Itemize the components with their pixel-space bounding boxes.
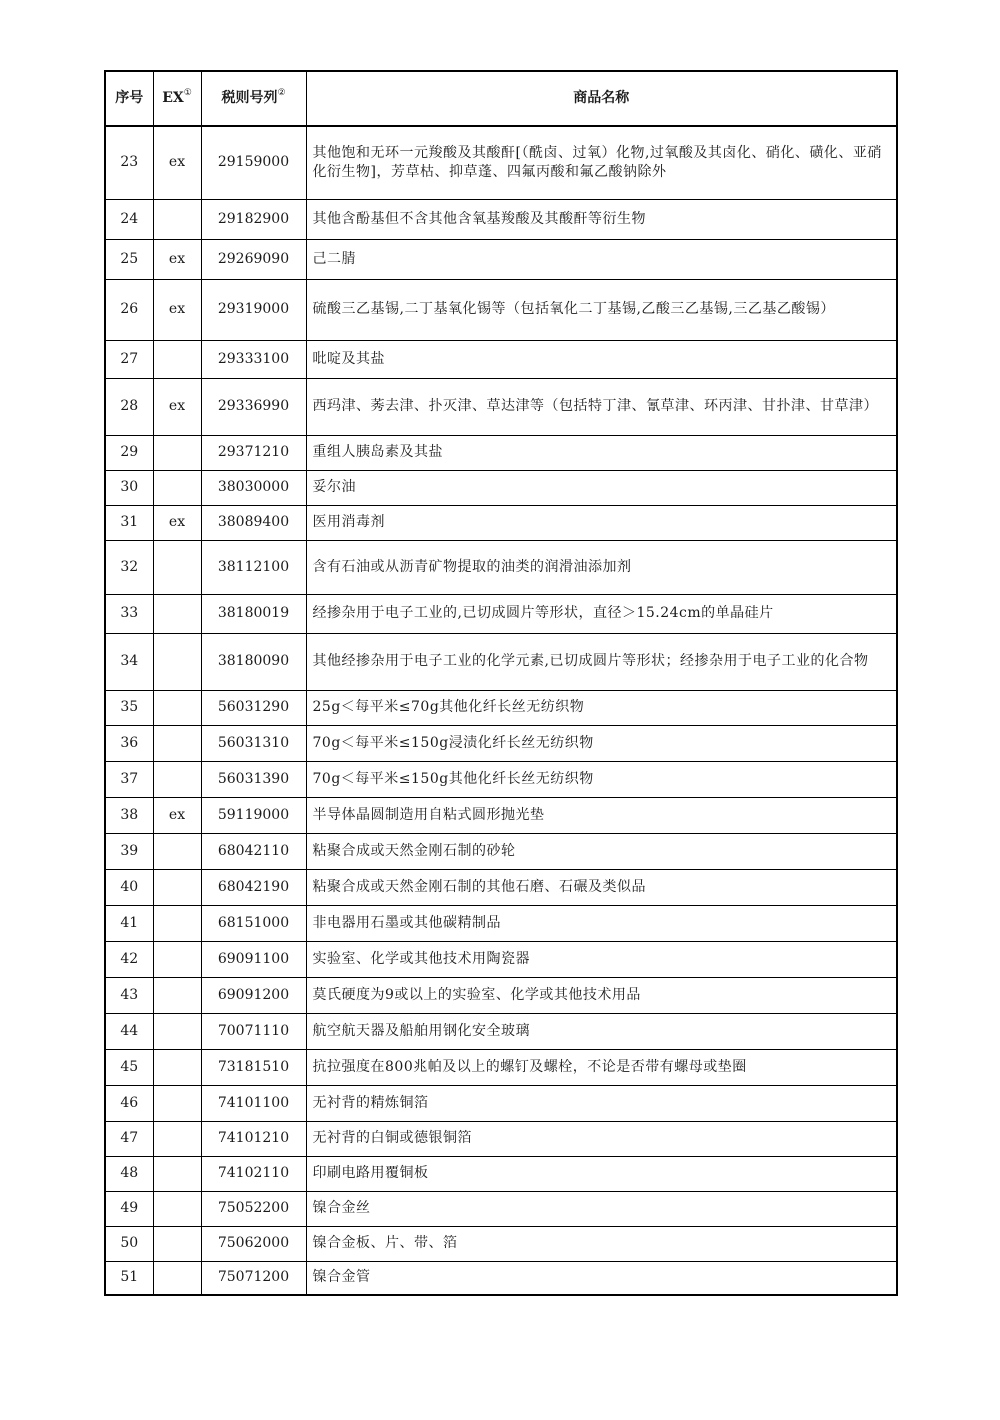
- row-product-name: 重组人胰岛素及其盐: [306, 435, 897, 470]
- row-product-name: 镍合金板、片、带、箔: [306, 1226, 897, 1261]
- row-serial-no: 36: [105, 725, 153, 761]
- row-product-name: 镍合金丝: [306, 1191, 897, 1226]
- row-serial-no: 37: [105, 761, 153, 797]
- row-product-name: 硫酸三乙基锡,二丁基氧化锡等（包括氧化二丁基锡,乙酸三乙基锡,三乙基乙酸锡）: [306, 279, 897, 340]
- table-row: [105, 470, 897, 505]
- row-product-name: 其他饱和无环一元羧酸及其酸酐[（酰卤、过氧）化物,过氧酸及其卤化、硝化、磺化、亚硝化衍生物]，芳草枯、抑草蓬、四氟丙酸和氟乙酸钠除外: [306, 126, 897, 199]
- row-tariff-code: 59119000: [201, 797, 306, 833]
- row-product-name: 粘聚合成或天然金刚石制的其他石磨、石碾及类似品: [306, 869, 897, 905]
- row-ex-mark: [153, 833, 201, 869]
- row-serial-no: 25: [105, 239, 153, 279]
- table-row: [105, 941, 897, 977]
- row-product-name: 吡啶及其盐: [306, 340, 897, 378]
- row-ex-mark: [153, 761, 201, 797]
- row-tariff-code: 56031390: [201, 761, 306, 797]
- row-serial-no: 32: [105, 540, 153, 594]
- header-code-footnote-mark: ②: [277, 88, 286, 98]
- row-ex-mark: ex: [153, 126, 201, 199]
- row-tariff-code: 69091100: [201, 941, 306, 977]
- row-product-name: 西玛津、莠去津、扑灭津、草达津等（包括特丁津、氰草津、环丙津、甘扑津、甘草津）: [306, 378, 897, 435]
- row-serial-no: 40: [105, 869, 153, 905]
- header-product-name: 商品名称: [306, 71, 897, 126]
- row-tariff-code: 75062000: [201, 1226, 306, 1261]
- row-product-name: 无衬背的精炼铜箔: [306, 1085, 897, 1121]
- row-serial-no: 38: [105, 797, 153, 833]
- table-row: [105, 1121, 897, 1156]
- row-ex-mark: [153, 941, 201, 977]
- row-product-name: 70g＜每平米≤150g浸渍化纤长丝无纺织物: [306, 725, 897, 761]
- row-tariff-code: 75071200: [201, 1261, 306, 1295]
- row-ex-mark: ex: [153, 505, 201, 540]
- row-product-name: 镍合金管: [306, 1261, 897, 1295]
- row-product-name: 医用消毒剂: [306, 505, 897, 540]
- row-serial-no: 35: [105, 690, 153, 725]
- row-product-name: 70g＜每平米≤150g其他化纤长丝无纺织物: [306, 761, 897, 797]
- row-serial-no: 48: [105, 1156, 153, 1191]
- row-product-name: 印刷电路用覆铜板: [306, 1156, 897, 1191]
- header-ex-footnote-mark: ①: [183, 88, 192, 98]
- row-serial-no: 44: [105, 1013, 153, 1049]
- row-ex-mark: [153, 540, 201, 594]
- row-product-name: 半导体晶圆制造用自粘式圆形抛光垫: [306, 797, 897, 833]
- table-row: [105, 378, 897, 435]
- row-serial-no: 31: [105, 505, 153, 540]
- row-ex-mark: [153, 435, 201, 470]
- table-row: [105, 833, 897, 869]
- row-serial-no: 39: [105, 833, 153, 869]
- row-ex-mark: [153, 594, 201, 633]
- row-ex-mark: [153, 1156, 201, 1191]
- row-ex-mark: [153, 690, 201, 725]
- row-product-name: 非电器用石墨或其他碳精制品: [306, 905, 897, 941]
- row-ex-mark: [153, 725, 201, 761]
- row-serial-no: 51: [105, 1261, 153, 1295]
- row-product-name: 含有石油或从沥青矿物提取的油类的润滑油添加剂: [306, 540, 897, 594]
- row-tariff-code: 38180019: [201, 594, 306, 633]
- row-ex-mark: ex: [153, 279, 201, 340]
- table-row: [105, 690, 897, 725]
- row-product-name: 粘聚合成或天然金刚石制的砂轮: [306, 833, 897, 869]
- table-row: [105, 725, 897, 761]
- table-header-row: [105, 71, 897, 126]
- table-row: [105, 340, 897, 378]
- row-tariff-code: 38089400: [201, 505, 306, 540]
- row-ex-mark: ex: [153, 797, 201, 833]
- row-tariff-code: 38030000: [201, 470, 306, 505]
- row-tariff-code: 29182900: [201, 199, 306, 239]
- row-serial-no: 42: [105, 941, 153, 977]
- row-ex-mark: [153, 1121, 201, 1156]
- row-tariff-code: 29159000: [201, 126, 306, 199]
- table-row: [105, 977, 897, 1013]
- table-row: [105, 594, 897, 633]
- row-tariff-code: 74101210: [201, 1121, 306, 1156]
- table-row: [105, 905, 897, 941]
- table-row: [105, 869, 897, 905]
- row-ex-mark: [153, 977, 201, 1013]
- row-tariff-code: 29269090: [201, 239, 306, 279]
- row-serial-no: 28: [105, 378, 153, 435]
- row-serial-no: 47: [105, 1121, 153, 1156]
- row-tariff-code: 38180090: [201, 633, 306, 690]
- row-serial-no: 43: [105, 977, 153, 1013]
- row-tariff-code: 56031310: [201, 725, 306, 761]
- row-tariff-code: 29319000: [201, 279, 306, 340]
- row-serial-no: 24: [105, 199, 153, 239]
- row-ex-mark: [153, 1085, 201, 1121]
- row-tariff-code: 74101100: [201, 1085, 306, 1121]
- row-serial-no: 34: [105, 633, 153, 690]
- row-serial-no: 29: [105, 435, 153, 470]
- row-product-name: 无衬背的白铜或德银铜箔: [306, 1121, 897, 1156]
- row-tariff-code: 75052200: [201, 1191, 306, 1226]
- row-tariff-code: 38112100: [201, 540, 306, 594]
- row-ex-mark: [153, 1013, 201, 1049]
- row-tariff-code: 69091200: [201, 977, 306, 1013]
- table-row: [105, 540, 897, 594]
- row-ex-mark: ex: [153, 239, 201, 279]
- header-ex: EX①: [153, 71, 201, 126]
- row-product-name: 莫氏硬度为9或以上的实验室、化学或其他技术用品: [306, 977, 897, 1013]
- row-ex-mark: [153, 1049, 201, 1085]
- row-tariff-code: 73181510: [201, 1049, 306, 1085]
- table-row: [105, 797, 897, 833]
- table-row: [105, 1085, 897, 1121]
- row-serial-no: 26: [105, 279, 153, 340]
- row-ex-mark: [153, 905, 201, 941]
- row-ex-mark: [153, 1191, 201, 1226]
- row-tariff-code: 68042190: [201, 869, 306, 905]
- table-row: [105, 761, 897, 797]
- table-row: [105, 633, 897, 690]
- table-row: [105, 1156, 897, 1191]
- table-row: [105, 1226, 897, 1261]
- table-row: [105, 505, 897, 540]
- table-row: [105, 1191, 897, 1226]
- row-product-name: 实验室、化学或其他技术用陶瓷器: [306, 941, 897, 977]
- row-product-name: 航空航天器及船舶用钢化安全玻璃: [306, 1013, 897, 1049]
- row-serial-no: 49: [105, 1191, 153, 1226]
- row-serial-no: 23: [105, 126, 153, 199]
- table-row: [105, 1049, 897, 1085]
- row-serial-no: 30: [105, 470, 153, 505]
- row-serial-no: 45: [105, 1049, 153, 1085]
- row-serial-no: 50: [105, 1226, 153, 1261]
- table-row: [105, 199, 897, 239]
- row-serial-no: 27: [105, 340, 153, 378]
- header-tariff-code: 税则号列②: [201, 71, 306, 126]
- row-tariff-code: 29333100: [201, 340, 306, 378]
- row-product-name: 其他含酚基但不含其他含氧基羧酸及其酸酐等衍生物: [306, 199, 897, 239]
- row-ex-mark: [153, 1261, 201, 1295]
- row-product-name: 己二腈: [306, 239, 897, 279]
- row-ex-mark: [153, 633, 201, 690]
- table-body: [105, 126, 897, 1295]
- row-tariff-code: 68042110: [201, 833, 306, 869]
- row-ex-mark: [153, 470, 201, 505]
- row-ex-mark: [153, 869, 201, 905]
- row-serial-no: 46: [105, 1085, 153, 1121]
- row-tariff-code: 70071110: [201, 1013, 306, 1049]
- row-product-name: 抗拉强度在800兆帕及以上的螺钉及螺栓，不论是否带有螺母或垫圈: [306, 1049, 897, 1085]
- row-tariff-code: 29336990: [201, 378, 306, 435]
- table-row: [105, 435, 897, 470]
- tariff-table: [104, 70, 898, 1296]
- header-serial-no: 序号: [105, 71, 153, 126]
- table-row: [105, 1013, 897, 1049]
- row-tariff-code: 68151000: [201, 905, 306, 941]
- row-serial-no: 33: [105, 594, 153, 633]
- table-row: [105, 279, 897, 340]
- row-ex-mark: [153, 1226, 201, 1261]
- row-tariff-code: 56031290: [201, 690, 306, 725]
- table-row: [105, 126, 897, 199]
- row-product-name: 妥尔油: [306, 470, 897, 505]
- row-serial-no: 41: [105, 905, 153, 941]
- row-ex-mark: ex: [153, 378, 201, 435]
- row-tariff-code: 74102110: [201, 1156, 306, 1191]
- row-product-name: 25g＜每平米≤70g其他化纤长丝无纺织物: [306, 690, 897, 725]
- row-product-name: 经掺杂用于电子工业的,已切成圆片等形状，直径＞15.24cm的单晶硅片: [306, 594, 897, 633]
- row-product-name: 其他经掺杂用于电子工业的化学元素,已切成圆片等形状；经掺杂用于电子工业的化合物: [306, 633, 897, 690]
- table-row: [105, 1261, 897, 1295]
- table-row: [105, 239, 897, 279]
- row-tariff-code: 29371210: [201, 435, 306, 470]
- row-ex-mark: [153, 199, 201, 239]
- row-ex-mark: [153, 340, 201, 378]
